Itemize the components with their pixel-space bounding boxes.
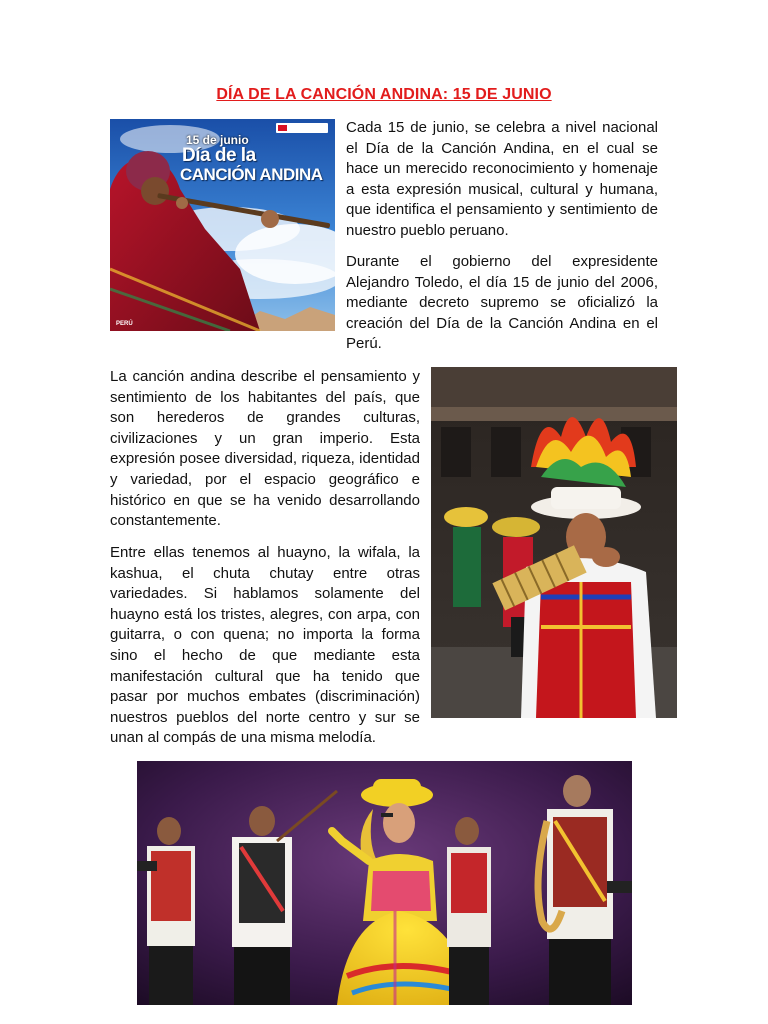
paragraph-intro: Cada 15 de junio, se celebra a nivel nacional el Día de la Canción Andina, en el cual se hace un merecido reconocimiento y homenaje a esta expresión musical, cultural y humana, que identifica el pensamiento y sentimiento de nuestro pueblo peruano. (346, 119, 658, 239)
paragraph-description: La canción andina describe el pensamiento y sentimiento de los habitantes del país, que son herederos de grandes culturas, civilizaciones y un gran imperio. Esta expresión posee diversidad, riqueza, identidad y variedad, por el espacio geográfico e histórico en que se ha venido desarrollando constantemente. (110, 368, 420, 530)
paragraph-history: Durante el gobierno del expresidente Alejandro Toledo, el día 15 de junio del 2006, mediante decreto supremo se oficializó la creación del Día de la Canción Andina en el Perú. (346, 253, 658, 353)
paragraph-varieties: Entre ellas tenemos al huayno, la wifala, la kashua, el chuta chutay entre otras variedades. Si hablamos solamente del huayno está los tristes, alegres, con arpa, con guitarra, o con quena; no importa la forma sino el hecho de que mediante esta manifestación cultural que ha tenido que pasar por muchos embates (discriminación) nuestros pueblos del norte centro y sur se unan al compás de una misma melodía. (110, 544, 420, 747)
dancer-photo (431, 367, 677, 718)
peru-brand-logo: PERÚ (116, 321, 133, 327)
stage-performance-photo (137, 761, 632, 1005)
poster-title-line1: Día de la (182, 145, 256, 166)
poster-title-line2: CANCIÓN ANDINA (180, 165, 323, 184)
ministry-logo (276, 123, 328, 133)
document-title: DÍA DE LA CANCIÓN ANDINA: 15 DE JUNIO (216, 86, 552, 103)
poster-date: 15 de junio (186, 133, 249, 147)
poster-image (110, 119, 335, 331)
